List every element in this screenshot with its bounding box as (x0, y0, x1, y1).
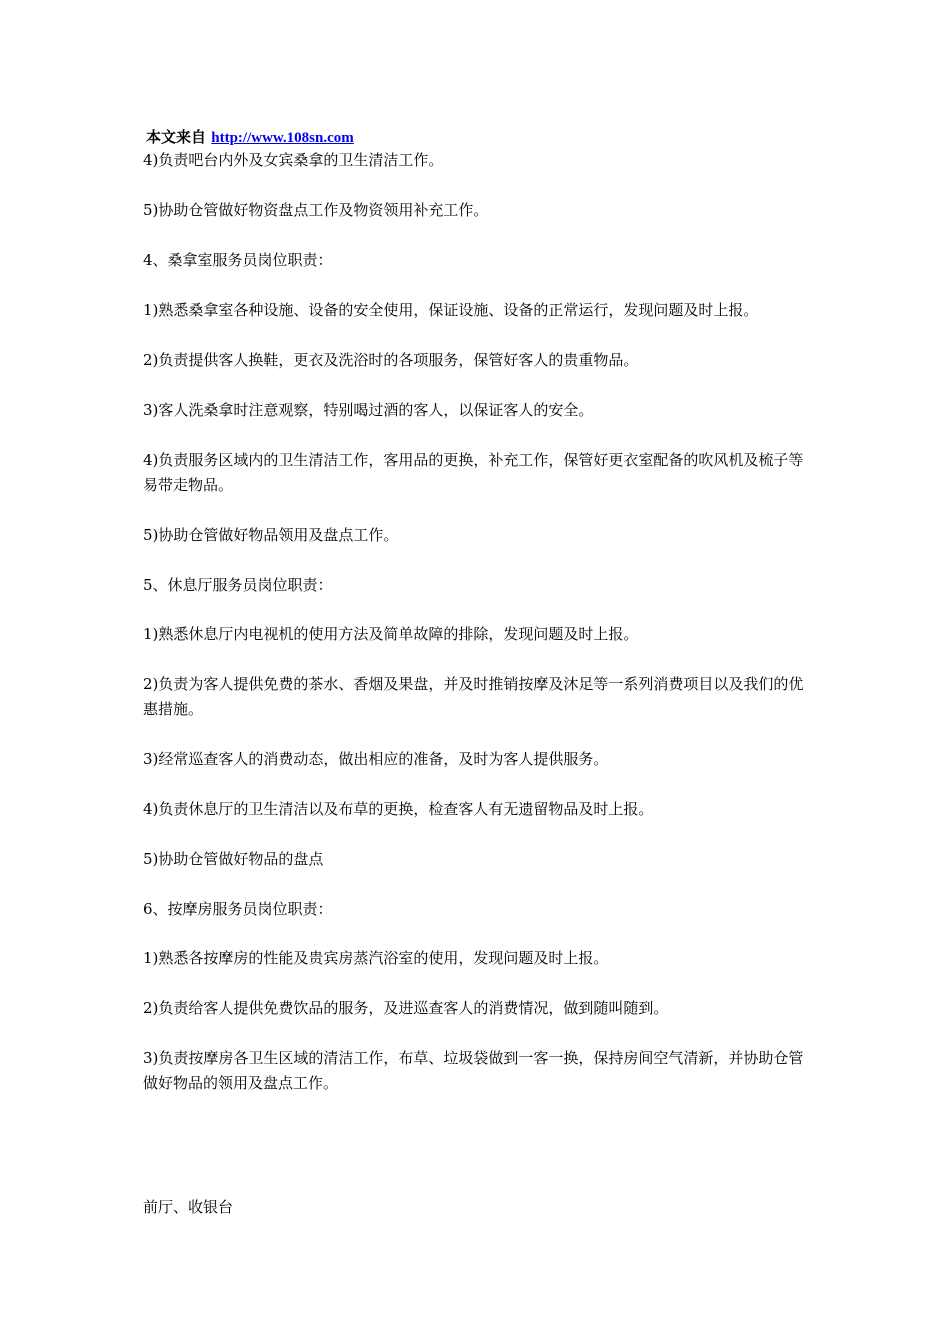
paragraph: 3)客人洗桑拿时注意观察，特别喝过酒的客人，以保证客人的安全。 (143, 401, 594, 419)
paragraph: 3)经常巡查客人的消费动态，做出相应的准备，及时为客人提供服务。 (143, 750, 609, 768)
section-heading: 4、桑拿室服务员岗位职责： (143, 251, 333, 269)
paragraph: 4)负责吧台内外及女宾桑拿的卫生清洁工作。 (143, 151, 444, 169)
section-heading: 6、按摩房服务员岗位职责： (143, 900, 333, 918)
paragraph: 1)熟悉各按摩房的性能及贵宾房蒸汽浴室的使用，发现问题及时上报。 (143, 949, 609, 967)
paragraph: 2)负责为客人提供免费的茶水、香烟及果盘，并及时推销按摩及沐足等一系列消费项目以及我们的优惠措施。 (143, 675, 804, 718)
paragraph: 4)负责服务区域内的卫生清洁工作，客用品的更换，补充工作，保管好更衣室配备的吹风机及梳子等易带走物品。 (143, 451, 804, 494)
source-prefix: 本文来自 (146, 128, 207, 146)
paragraph: 5)协助仓管做好物资盘点工作及物资领用补充工作。 (143, 201, 489, 219)
paragraph: 5)协助仓管做好物品的盘点 (143, 850, 324, 868)
paragraph: 3)负责按摩房各卫生区域的清洁工作，布草、垃圾袋做到一客一换，保持房间空气清新，并协助仓管做好物品的领用及盘点工作。 (143, 1049, 804, 1092)
paragraph: 1)熟悉桑拿室各种设施、设备的安全使用，保证设施、设备的正常运行，发现问题及时上报。 (143, 301, 759, 319)
paragraph: 2)负责给客人提供免费饮品的服务，及进巡查客人的消费情况，做到随叫随到。 (143, 999, 669, 1017)
paragraph: 2)负责提供客人换鞋，更衣及洗浴时的各项服务，保管好客人的贵重物品。 (143, 351, 639, 369)
paragraph: 4)负责休息厅的卫生清洁以及布草的更换，检查客人有无遗留物品及时上报。 (143, 800, 654, 818)
section-heading: 前厅、收银台 (143, 1198, 234, 1216)
paragraph: 5)协助仓管做好物品领用及盘点工作。 (143, 526, 399, 544)
section-heading: 5、休息厅服务员岗位职责： (143, 576, 333, 594)
source-link[interactable]: http://www.108sn.com (211, 130, 354, 146)
source-line (146, 127, 354, 148)
paragraph: 1)熟悉休息厅内电视机的使用方法及简单故障的排除，发现问题及时上报。 (143, 625, 639, 643)
